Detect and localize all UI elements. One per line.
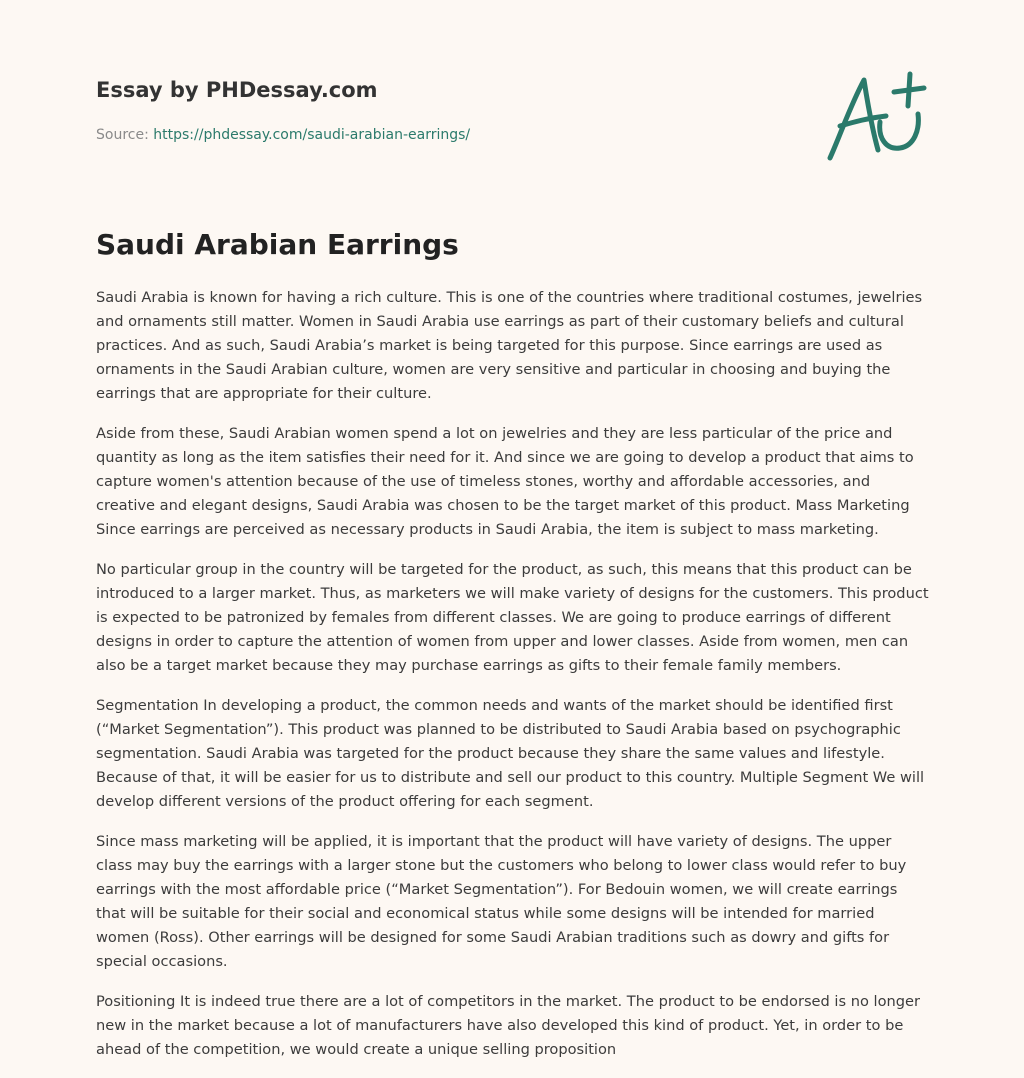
essay-header bbox=[96, 76, 696, 145]
a-plus-icon bbox=[820, 66, 930, 166]
source-link[interactable]: https://phdessay.com/saudi-arabian-earrings/ bbox=[153, 127, 471, 143]
essay-paragraph: Since mass marketing will be applied, it is important that the product will have variety of designs. The upper class may buy the earrings with a larger stone but the customers who belong to lower class would refer to buy earrings with the most affordable price (“Market Segmentation”). For Bedouin women, we will create earrings that will be suitable for their social and economical status while some designs will be intended for married women (Ross). Other earrings will be designed for some Saudi Arabian traditions such as dowry and gifts for special occasions. bbox=[96, 833, 907, 970]
site-brand: Essay by PHDessay.com bbox=[96, 78, 378, 102]
source-label: Source: bbox=[96, 127, 149, 143]
essay-paragraph: Aside from these, Saudi Arabian women spend a lot on jewelries and they are less particular of the price and quantity as long as the item satisfies their need for it. And since we are going to develop a product that aims to capture women's attention because of the use of timeless stones, worthy and affordable accessories, and creative and elegant designs, Saudi Arabia was chosen to be the target market of this product. Mass Marketing Since earrings are perceived as necessary products in Saudi Arabia, the item is subject to mass marketing. bbox=[96, 425, 914, 538]
essay-paragraph: Segmentation In developing a product, the common needs and wants of the market should be identified first (“Market Segmentation”). This product was planned to be distributed to Saudi Arabia based on psychographic segmentation. Saudi Arabia was targeted for the product because they share the same values and lifestyle. Because of that, it will be easier for us to distribute and sell our product to this country. Multiple Segment We will develop different versions of the product offering for each segment. bbox=[96, 697, 925, 810]
essay-paragraph: Saudi Arabia is known for having a rich culture. This is one of the countries where traditional costumes, jewelries and ornaments still matter. Women in Saudi Arabia use earrings as part of their customary beliefs and cultural practices. And as such, Saudi Arabia’s market is being targeted for this purpose. Since earrings are used as ornaments in the Saudi Arabian culture, women are very sensitive and particular in choosing and buying the earrings that are appropriate for their culture. bbox=[96, 289, 923, 402]
essay-paragraph: No particular group in the country will be targeted for the product, as such, this means that this product can be introduced to a larger market. Thus, as marketers we will make variety of designs for the customers. This product is expected to be patronized by females from different classes. We are going to produce earrings of different designs in order to capture the attention of women from upper and lower classes. Aside from women, men can also be a target market because they may purchase earrings as gifts to their female family members. bbox=[96, 561, 929, 674]
source-line bbox=[96, 125, 696, 145]
essay-paragraph: Positioning It is indeed true there are a lot of competitors in the market. The product to be endorsed is no longer new in the market because a lot of manufacturers have also developed this kind of product. Yet, in order to be ahead of the competition, we would create a unique selling proposition bbox=[96, 993, 921, 1058]
essay-body bbox=[96, 286, 931, 1078]
essay-title: Saudi Arabian Earrings bbox=[96, 228, 459, 261]
